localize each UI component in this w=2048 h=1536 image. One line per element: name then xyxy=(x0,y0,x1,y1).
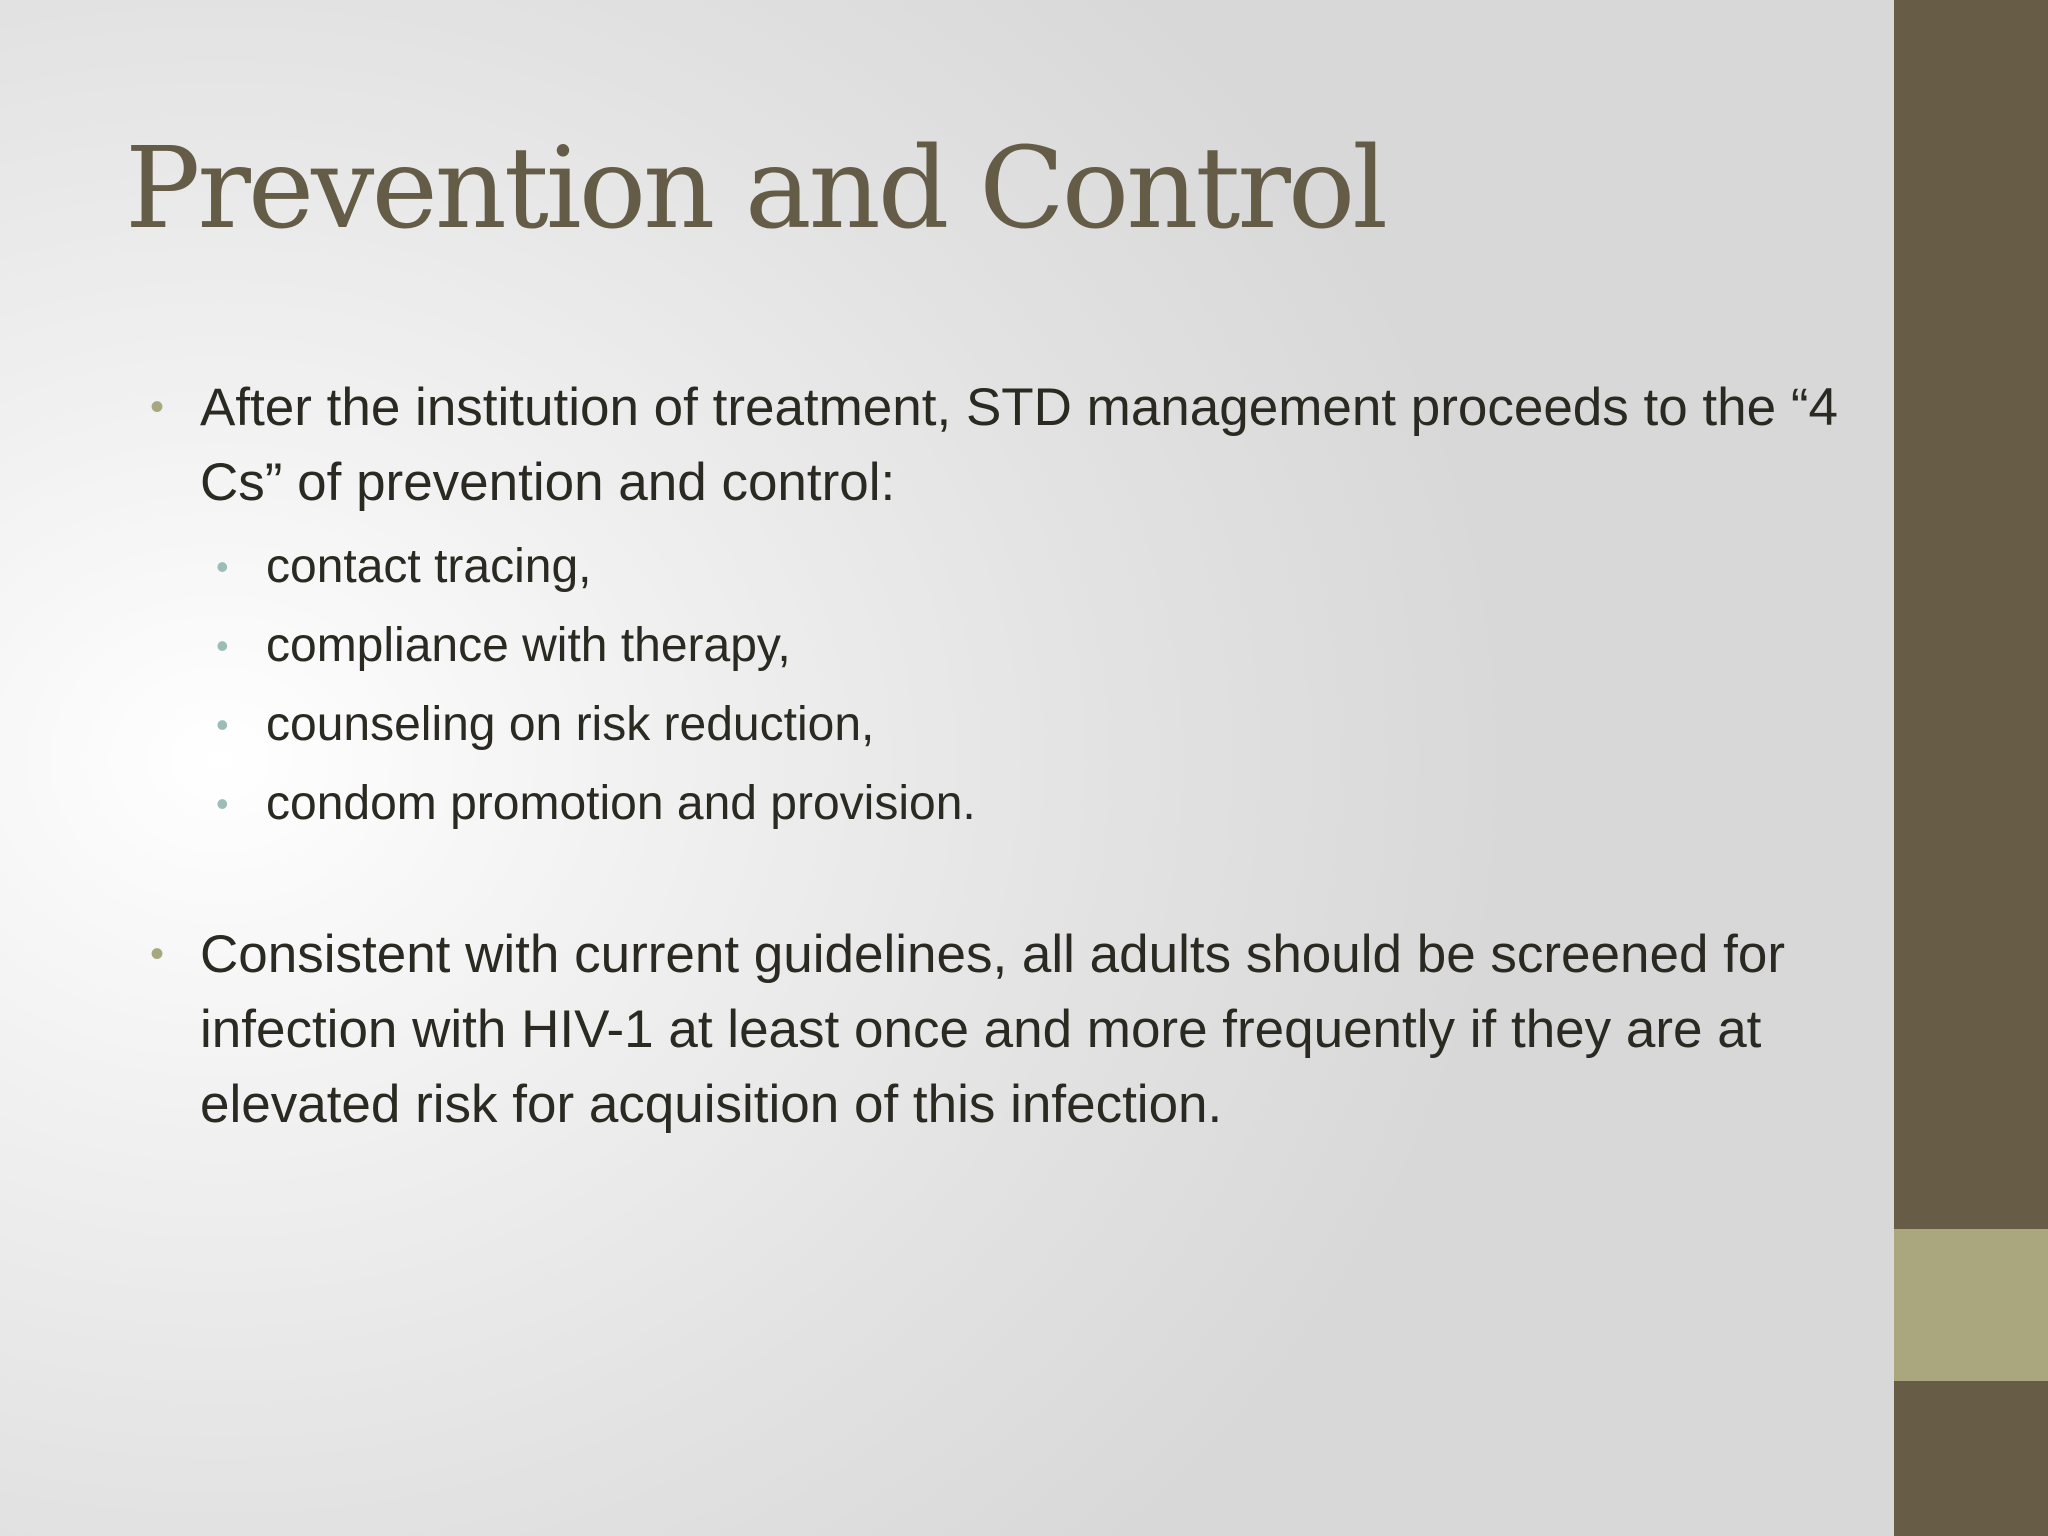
bullet-item xyxy=(148,917,1868,1142)
bullet-text: After the institution of treatment, STD management proceeds to the “4 Cs” of prevention and control: xyxy=(200,378,1838,512)
sub-bullet-text: contact tracing, xyxy=(266,540,592,593)
bullet-icon: • xyxy=(216,704,229,745)
bullet-text: Consistent with current guidelines, all adults should be screened for infection with HIV-1 at least once and more frequently if they are at elevated risk for acquisition of this infection. xyxy=(200,925,1786,1134)
bullet-icon: • xyxy=(216,783,229,824)
decorative-sidebar-accent xyxy=(1894,1229,2048,1381)
bullet-icon: • xyxy=(150,385,165,429)
sub-bullet-text: counseling on risk reduction, xyxy=(266,698,875,751)
bullet-icon: • xyxy=(150,932,165,976)
spacer xyxy=(148,843,1868,917)
sub-bullet-item xyxy=(148,764,1868,843)
bullet-icon: • xyxy=(216,625,229,666)
sub-bullet-list xyxy=(148,527,1868,843)
bullet-item xyxy=(148,370,1868,520)
slide-title: Prevention and Control xyxy=(125,124,1386,254)
slide-body xyxy=(148,370,1868,1142)
sub-bullet-text: condom promotion and provision. xyxy=(266,777,976,830)
sub-bullet-item xyxy=(148,606,1868,685)
sub-bullet-text: compliance with therapy, xyxy=(266,619,791,672)
bullet-icon: • xyxy=(216,546,229,587)
sub-bullet-item xyxy=(148,685,1868,764)
sub-bullet-item xyxy=(148,527,1868,606)
